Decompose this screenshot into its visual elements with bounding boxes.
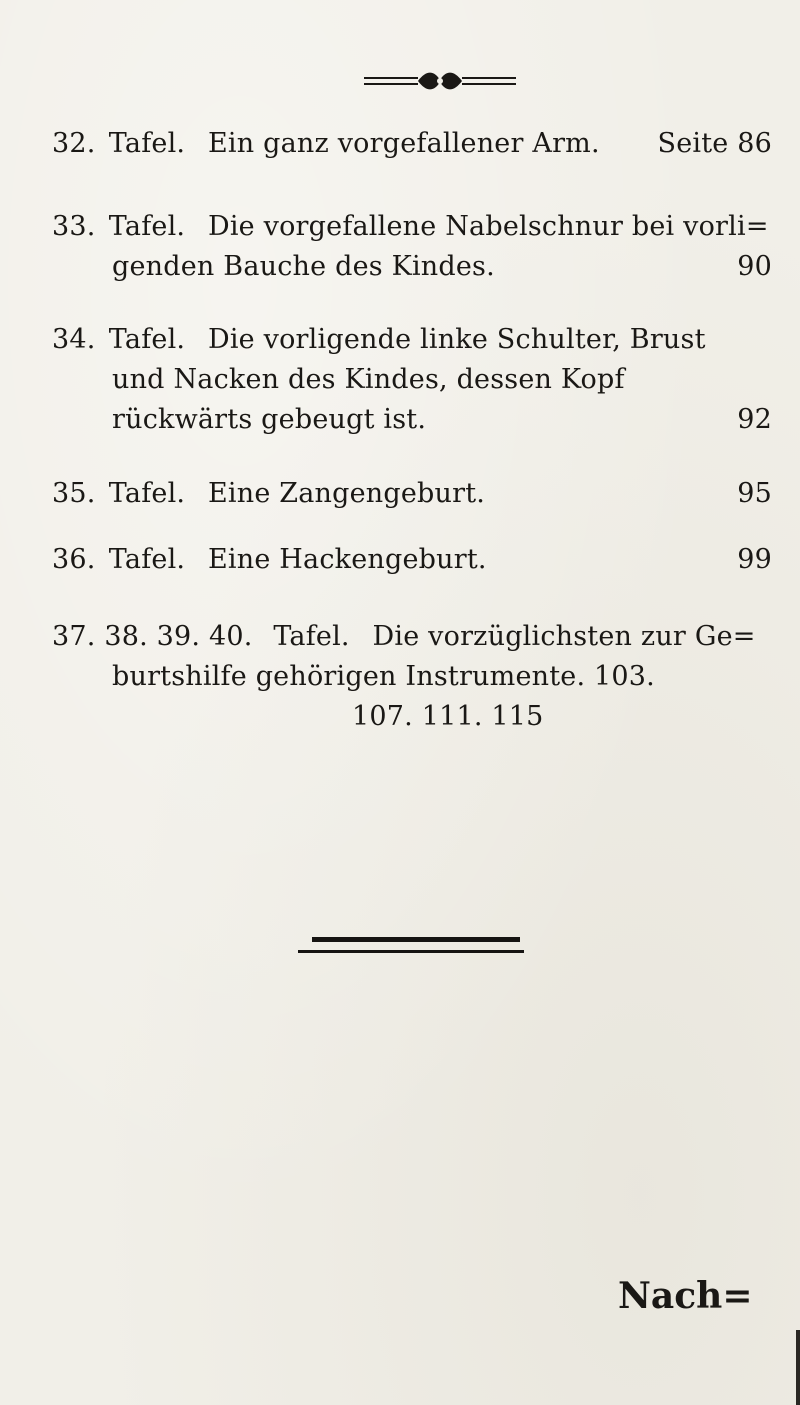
entry-title: Die vorligende linke Schulter, Brust [208,324,706,355]
toc-entry-37-40 [52,617,772,737]
entry-number: 37. 38. 39. 40. [52,621,253,652]
entry-number: 36. [52,544,96,575]
entry-page: 92 [737,404,772,435]
toc-entry-36 [52,540,772,580]
entry-title-continued: rückwärts gebeugt ist. [112,404,427,435]
entry-title: Ein ganz vorgefallener Arm. [208,128,600,159]
closing-rule-top [312,937,520,942]
entry-number: 35. [52,478,96,509]
entry-number: 34. [52,324,96,355]
entry-title-continued: burtshilfe gehörigen Instrumente. 103. [112,661,655,692]
toc-entry-33 [52,207,772,287]
entry-page: Seite 86 [657,128,772,159]
entry-label: Tafel. [108,211,186,242]
entry-page: 90 [737,251,772,282]
ornament-icon [360,68,520,94]
toc-entry-35 [52,474,772,514]
page-edge-shadow [796,1330,800,1405]
entry-title: Eine Hackengeburt. [208,544,487,575]
entry-label: Tafel. [108,544,186,575]
entry-page-list: 107. 111. 115 [352,701,544,732]
entry-label: Tafel. [273,621,350,652]
entry-number: 32. [52,128,96,159]
entry-number: 33. [52,211,96,242]
entry-title: Die vorgefallene Nabelschnur bei vorli= [208,211,769,242]
entry-label: Tafel. [108,478,186,509]
toc-entry-32 [52,124,772,164]
entry-label: Tafel. [108,324,186,355]
closing-rule-bottom [298,950,524,953]
entry-page: 95 [737,478,772,509]
entry-title-continued: und Nacken des Kindes, dessen Kopf [112,364,625,395]
entry-label: Tafel. [108,128,186,159]
entry-title: Eine Zangengeburt. [208,478,486,509]
entry-title: Die vorzüglichsten zur Ge= [372,621,756,652]
entry-page: 99 [737,544,772,575]
catchword: Nach= [618,1275,753,1317]
entry-title-continued: genden Bauche des Kindes. [112,251,495,282]
toc-entry-34 [52,320,772,440]
